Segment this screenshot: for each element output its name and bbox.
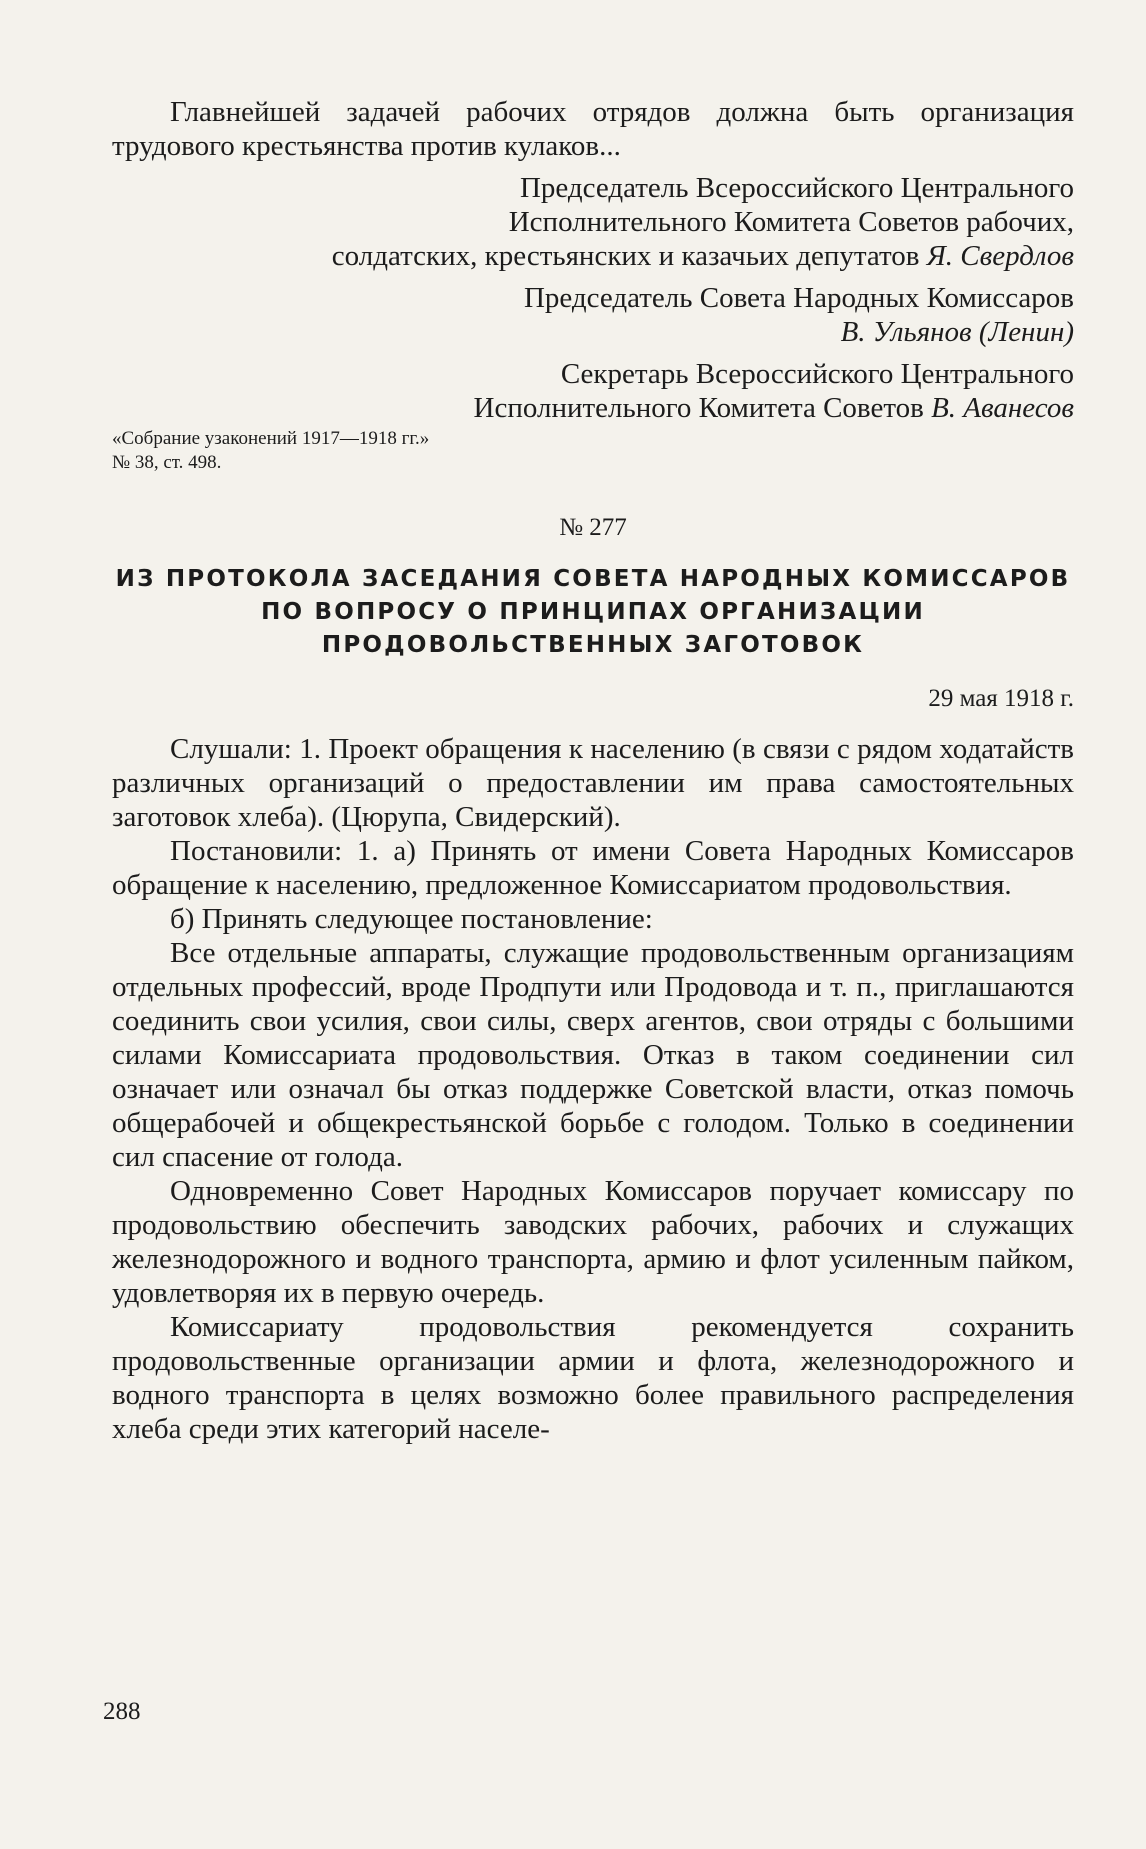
page-number: 288 xyxy=(103,1698,141,1725)
intro-paragraph: Главнейшей задачей рабочих отрядов должна быть организация трудового крестьянства против кулаков... xyxy=(112,96,1074,162)
signature-lenin xyxy=(112,281,1074,349)
source-line-2: № 38, ст. 498. xyxy=(112,452,222,473)
source-line-1: «Собрание узаконений 1917—1918 гг.» xyxy=(112,428,430,449)
document-number: № 277 xyxy=(559,514,627,541)
signature-position-line: Исполнительного Комитета Советов рабочих, xyxy=(508,206,1074,238)
document-title-line: ПРОДОВОЛЬСТВЕННЫХ ЗАГОТОВОК xyxy=(321,632,865,658)
source-citation xyxy=(112,427,532,475)
document-title xyxy=(112,563,1074,662)
signature-name: В. Ульянов (Ленин) xyxy=(840,316,1074,348)
signature-position-line: Секретарь Всероссийского Центрального xyxy=(560,358,1074,390)
paragraph-resolved: Постановили: 1. а) Принять от имени Совета Народных Комиссаров обращение к населению, предложенное Комиссариатом продовольствия. xyxy=(112,835,1074,901)
paragraph-apparatus: Все отдельные аппараты, служащие продовольственным организациям отдельных профессий, вроде Продпути или Продовода и т. п., приглашаются соединить свои усилия, свои силы, сверх агентов, свои отряды с большими силами Комиссариата продовольствия. Отказ в таком соединении сил означает или означал бы отказ поддержке Советской власти, отказ помочь общерабочей и общекрестьянской борьбе с голодом. Только в соединении сил спасение от голода. xyxy=(112,937,1074,1173)
paragraph-heard: Слушали: 1. Проект обращения к населению (в связи с рядом ходатайств различных организаций о предоставлении им права самостоятельных заготовок хлеба). (Цюрупа, Свидерский). xyxy=(112,733,1074,833)
page-content xyxy=(112,95,1074,1446)
signature-position-line: Председатель Всероссийского Центрального xyxy=(519,172,1074,204)
paragraph-commissariat: Комиссариату продовольствия рекомендуется сохранить продовольственные организации армии и флота, железнодорожного и водного транспорта в целях возможно более правильного распределения хлеба среди этих категорий населе- xyxy=(112,1311,1074,1445)
paragraph-resolution-b: б) Принять следующее постановление: xyxy=(170,903,653,935)
document-date: 29 мая 1918 г. xyxy=(928,685,1074,712)
document-title-line: ПО ВОПРОСУ О ПРИНЦИПАХ ОРГАНИЗАЦИИ xyxy=(261,599,925,625)
signature-position-line: солдатских, крестьянских и казачьих депутатов xyxy=(331,240,920,272)
signature-name: Я. Свердлов xyxy=(926,240,1074,272)
paragraph-rations: Одновременно Совет Народных Комиссаров поручает комиссару по продовольствию обеспечить заводских рабочих, рабочих и служащих железнодорожного и водного транспорта, армию и флот усиленным пайком, удовлетворяя их в первую очередь. xyxy=(112,1175,1074,1309)
spacer xyxy=(112,714,1074,732)
signature-position-line: Председатель Совета Народных Комиссаров xyxy=(523,282,1074,314)
signature-name: В. Аванесов xyxy=(931,392,1074,424)
document-title-line: ИЗ ПРОТОКОЛА ЗАСЕДАНИЯ СОВЕТА НАРОДНЫХ КОМИССАРОВ xyxy=(115,566,1071,592)
signature-position-line: Исполнительного Комитета Советов xyxy=(473,392,924,424)
signature-block xyxy=(112,171,1074,425)
signature-sverdlov xyxy=(112,171,1074,273)
signature-avanesov xyxy=(112,357,1074,425)
